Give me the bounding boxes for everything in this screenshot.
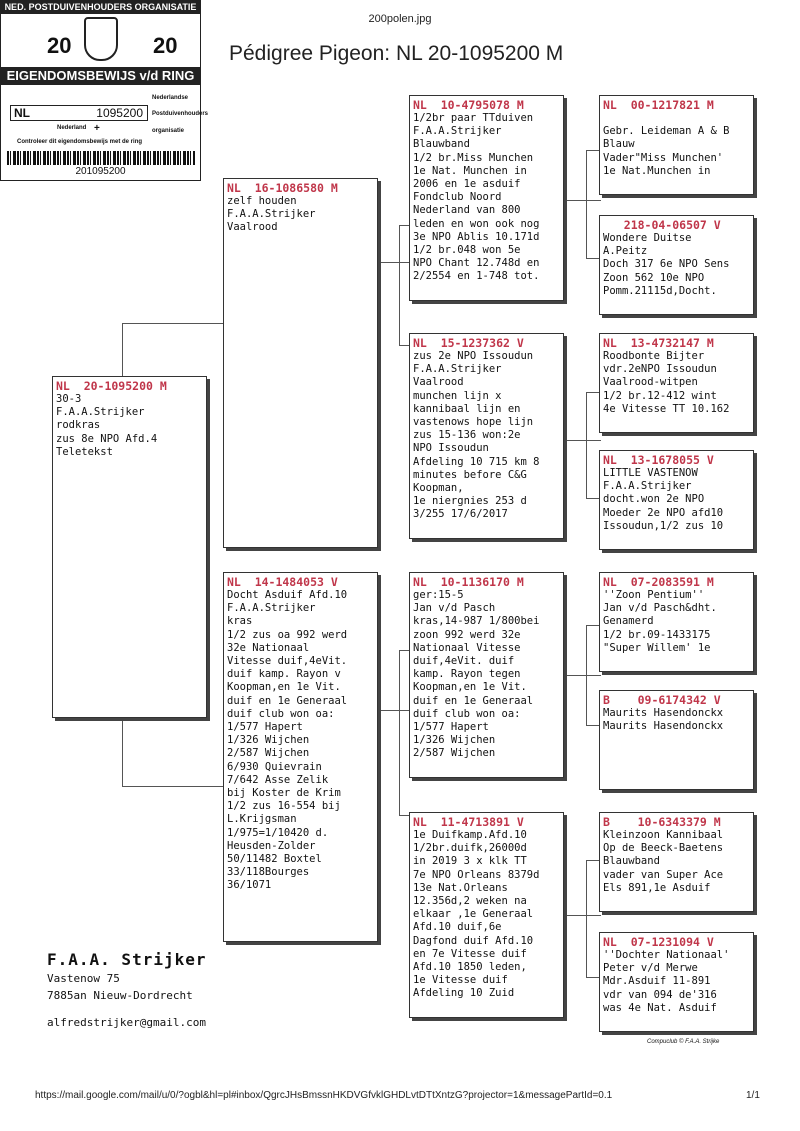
pigeon-info-line: duif club won oa: [227, 707, 335, 720]
pigeon-info-line: 4e Vitesse TT 10.162 [603, 402, 730, 415]
pigeon-info-line: 1e niergnies 253 d [413, 495, 527, 508]
pigeon-info-line: 1/2 br.12-412 wint [603, 389, 717, 402]
ring-number: NL 07-1231094 V [603, 935, 714, 949]
ring-number: NL 14-1484053 V [227, 575, 338, 589]
pigeon-info-line: Blauw [603, 138, 635, 151]
pigeon-info-line: F.A.A.Strijker [603, 480, 692, 493]
pigeon-info-line: Vaalrood [413, 376, 464, 389]
pedigree-box-sire [223, 178, 378, 548]
pigeon-info-line: Koopman,en 1e Vit. [227, 681, 341, 694]
certificate-org: NED. POSTDUIVENHOUDERS ORGANISATIE [1, 1, 200, 14]
pedigree-box-dam [223, 572, 378, 942]
pedigree-box-sire-sire [409, 95, 564, 301]
pigeon-info-line: 2006 en 1e asduif [413, 178, 521, 191]
pigeon-info-line: minutes before C&G [413, 468, 527, 481]
pigeon-info-line: zoon 992 werd 32e [413, 628, 521, 641]
pigeon-info-line: duif en 1e Generaal [413, 694, 534, 707]
pigeon-info-line: ger:15-5 [413, 589, 464, 601]
page-number: 1/1 [746, 1090, 760, 1101]
file-name: 200polen.jpg [368, 13, 432, 25]
pigeon-info-line: 12.356d,2 weken na [413, 895, 527, 908]
ring-number: NL 13-4732147 M [603, 336, 714, 350]
pigeon-info-line: NPO Chant 12.748d en [413, 257, 540, 270]
pigeon-info-line: 1e Nat. Munchen in [413, 164, 527, 177]
pigeon-info-line: 32e Nationaal [227, 641, 310, 654]
pigeon-info-line: Afdeling 10 Zuid [413, 987, 515, 1000]
pigeon-info-line: Op de Beeck-Baetens [603, 842, 724, 855]
certificate-country-name: Nederland [57, 125, 87, 131]
pigeon-info-line: 1/2 zus oa 992 werd [227, 628, 348, 641]
certificate-ring-number: 1095200 [96, 106, 143, 120]
pigeon-info-line: Wondere Duitse [603, 232, 692, 244]
pigeon-info-line: Teletekst [56, 445, 113, 458]
pigeon-info-line: Kleinzoon Kannibaal [603, 829, 724, 841]
footer-url: https://mail.google.com/mail/u/0/?ogbl&hl=pl#inbox/QgrcJHsBmssnHKDVGfvklGHDLvtDTtXntzG?projector=1&messagePartId=0.1 [35, 1090, 613, 1101]
pigeon-info-line: vader van Super Ace [603, 868, 724, 881]
pigeon-info-line: 1/577 Hapert [227, 721, 303, 734]
pigeon-info-line: F.A.A.Strijker [227, 602, 316, 615]
pedigree-box-sire-dam [409, 333, 564, 539]
pigeon-info-line: Nederland van 800 [413, 204, 521, 217]
breeder-street: Vastenow 75 [47, 972, 120, 985]
ring-number: B 09-6174342 V [603, 693, 721, 707]
pigeon-info-line: 3/255 17/6/2017 [413, 508, 508, 521]
pigeon-info-line: 36/1071 [227, 879, 272, 892]
barcode [7, 151, 195, 165]
pedigree-box-ggen-2 [599, 215, 754, 315]
pigeon-info-line: ''Dochter Nationaal' [603, 949, 730, 961]
ring-number: NL 16-1086580 M [227, 181, 338, 195]
pedigree-box-ggen-4 [599, 450, 754, 550]
pigeon-info-line: 1/326 Wijchen [227, 734, 310, 747]
pigeon-info-line: Gebr. Leideman A & B [603, 125, 730, 138]
pigeon-info-line: zus 15-136 won:2e [413, 429, 521, 442]
ring-number: NL 00-1217821 M [603, 98, 714, 112]
pigeon-info-line: Doch 317 6e NPO Sens [603, 258, 730, 271]
pigeon-info-line: Vader"Miss Munchen' [603, 151, 724, 164]
pigeon-info-line: docht.won 2e NPO [603, 493, 705, 506]
pigeon-info-line: 3e NPO Ablis 10.171d [413, 230, 540, 243]
pigeon-info-line: 7/642 Asse Zelik [227, 773, 329, 786]
pigeon-info-line: 1/2 br.09-1433175 [603, 628, 711, 641]
pigeon-info-line: Issoudun,1/2 zus 10 [603, 519, 724, 532]
pigeon-info-line: 1/2 br.Miss Munchen [413, 151, 534, 164]
pigeon-info-line: 1e Vitesse duif [413, 974, 508, 987]
pigeon-info-line: zus 2e NPO Issoudun [413, 350, 534, 362]
pigeon-info-line: munchen lijn x [413, 389, 502, 402]
pigeon-info-line: Zoon 562 10e NPO [603, 271, 705, 284]
pigeon-info-line: Pomm.21115d,Docht. [603, 284, 717, 297]
pedigree-box-ggen-1 [599, 95, 754, 195]
pigeon-info-line: was 4e Nat. Asduif [603, 1001, 717, 1014]
pedigree-box-subject [52, 376, 207, 718]
breeder-email: alfredstrijker@gmail.com [47, 1016, 206, 1029]
pigeon-info-line: Jan v/d Pasch [413, 602, 496, 615]
pigeon-info-line: 1/2 br.048 won 5e [413, 244, 521, 257]
pigeon-info-line: 2/2554 en 1-748 tot. [413, 270, 540, 283]
pigeon-info-line: Nationaal Vitesse [413, 641, 521, 654]
pigeon-info-line: Maurits Hasendonckx [603, 720, 724, 733]
pigeon-info-line: F.A.A.Strijker [56, 406, 145, 419]
pigeon-info-line: F.A.A.Strijker [413, 125, 502, 138]
pigeon-info-line: kras [227, 615, 253, 628]
ring-number: NL 20-1095200 M [56, 379, 167, 393]
pigeon-info-line: 13e Nat.Orleans [413, 881, 508, 894]
plus-icon: + [94, 123, 100, 134]
pigeon-info-line: vastenows hope lijn [413, 416, 534, 429]
pigeon-info-line: Afd.10 duif,6e [413, 921, 502, 934]
pigeon-info-line: Blauwband [603, 855, 660, 868]
pigeon-info-line: Heusden-Zolder [227, 839, 316, 852]
pigeon-info-line: "Super Willem' 1e [603, 641, 711, 654]
pigeon-info-line: Moeder 2e NPO afd10 [603, 506, 724, 519]
ring-number: 218-04-06507 V [603, 218, 721, 232]
certificate-ring-box [10, 105, 148, 121]
pedigree-box-ggen-3 [599, 333, 754, 433]
certificate-check-text: Controleer dit eigendomsbewijs met de ring [17, 139, 143, 145]
pigeon-info-line: Fondclub Noord [413, 191, 502, 204]
pigeon-info-line: 1/2br paar TTduiven [413, 112, 534, 124]
pigeon-info-line: Els 891,1e Asduif [603, 881, 711, 894]
pigeon-info-line: duif kamp. Rayon v [227, 668, 341, 681]
pigeon-info-line: kannibaal lijn en [413, 402, 521, 415]
ring-number: NL 07-2083591 M [603, 575, 714, 589]
pigeon-info-line: duif,4eVit. duif [413, 655, 515, 668]
pigeon-info-line: NPO Issoudun [413, 442, 489, 455]
pigeon-info-line: Docht Asduif Afd.10 [227, 589, 348, 601]
pigeon-info-line: 1/2br.duifk,26000d [413, 842, 527, 855]
certificate-org-line-3: organisatie [152, 128, 185, 134]
pigeon-info-line: Vaalrood-witpen [603, 376, 698, 389]
pigeon-info-line: Koopman,en 1e Vit. [413, 681, 527, 694]
pigeon-info-line: 2/587 Wijchen [413, 747, 496, 760]
pigeon-info-line: elkaar ,1e Generaal [413, 908, 534, 921]
pigeon-info-line: Genamerd [603, 615, 654, 628]
pigeon-info-line: 2/587 Wijchen [227, 747, 310, 760]
certificate-year-left: 20 [47, 33, 72, 58]
pigeon-info-line: Koopman, [413, 482, 464, 495]
ownership-certificate [0, 0, 209, 181]
pigeon-info-line: LITTLE VASTENOW [603, 467, 698, 479]
pigeon-info-line: 1/577 Hapert [413, 721, 489, 734]
pigeon-info-line: F.A.A.Strijker [227, 208, 316, 221]
pigeon-info-line: 33/118Bourges [227, 866, 310, 879]
pigeon-info-line: zelf houden [227, 195, 297, 207]
pedigree-box-dam-dam [409, 812, 564, 1018]
shield-logo-icon [84, 17, 118, 61]
pigeon-info-line: in 2019 3 x klk TT [413, 855, 527, 868]
pedigree-box-ggen-6 [599, 690, 754, 790]
certificate-org-line-1: Nederlandse [152, 95, 189, 101]
pigeon-info-line: rodkras [56, 419, 101, 432]
certificate-org-line-2: Postduivenhouders [152, 111, 209, 117]
ring-number: NL 15-1237362 V [413, 336, 524, 350]
pigeon-info-line: bij Koster de Krim [227, 787, 341, 800]
pigeon-info-line: 50/11482 Boxtel [227, 853, 322, 866]
pigeon-info-line: 1e Nat.Munchen in [603, 164, 711, 177]
pigeon-info-line: Afd.10 1850 leden, [413, 961, 527, 974]
pigeon-info-line: Blauwband [413, 138, 470, 151]
pigeon-info-line: A.Peitz [603, 245, 648, 258]
pigeon-info-line: 1/975=1/10420 d. [227, 826, 329, 839]
pigeon-info-line: Dagfond duif Afd.10 [413, 934, 534, 947]
ring-number: NL 13-1678055 V [603, 453, 714, 467]
pigeon-info-line: Peter v/d Merwe [603, 962, 698, 975]
pigeon-info-line: F.A.A.Strijker [413, 363, 502, 376]
pigeon-info-line: Vitesse duif,4eVit. [227, 655, 348, 668]
pigeon-info-line: 1/326 Wijchen [413, 734, 496, 747]
barcode-number: 201095200 [75, 166, 126, 177]
pigeon-info-line: duif en 1e Generaal [227, 694, 348, 707]
certificate-country-code: NL [14, 106, 30, 120]
ring-number: NL 10-4795078 M [413, 98, 524, 112]
pigeon-info-line: Maurits Hasendonckx [603, 707, 724, 719]
breeder-city: 7885an Nieuw-Dordrecht [47, 989, 193, 1002]
ring-number: B 10-6343379 M [603, 815, 721, 829]
pigeon-info-line: vdr.2eNPO Issoudun [603, 363, 717, 376]
pigeon-info-line: ''Zoon Pentium'' [603, 589, 705, 601]
pigeon-info-line: 1e Duifkamp.Afd.10 [413, 829, 527, 841]
software-credit: Compuclub © F.A.A. Strijke [647, 1039, 720, 1045]
pigeon-info-line: L.Krijgsman [227, 813, 297, 826]
pigeon-info-line: vdr van 094 de'316 [603, 988, 717, 1001]
pigeon-info-line: duif club won oa: [413, 707, 521, 720]
pedigree-box-ggen-8 [599, 932, 754, 1032]
pigeon-info-line [603, 112, 750, 125]
pigeon-info-line: en 7e Vitesse duif [413, 947, 527, 960]
pedigree-box-ggen-5 [599, 572, 754, 672]
pigeon-info-line: 6/930 Quievrain [227, 760, 322, 773]
pigeon-info-line: Roodbonte Bijter [603, 350, 705, 362]
pigeon-info-line: zus 8e NPO Afd.4 [56, 432, 158, 445]
certificate-band: EIGENDOMSBEWIJS v/d RING [1, 67, 200, 85]
pigeon-info-line: Afdeling 10 715 km 8 [413, 455, 540, 468]
pigeon-info-line: Vaalrood [227, 221, 278, 234]
ring-number: NL 10-1136170 M [413, 575, 524, 589]
pedigree-box-ggen-7 [599, 812, 754, 912]
breeder-name: F.A.A. Strijker [47, 950, 207, 969]
pigeon-info-line: leden en won ook nog [413, 217, 540, 230]
page-title: Pédigree Pigeon: NL 20-1095200 M [229, 42, 564, 65]
pigeon-info-line: Mdr.Asduif 11-891 [603, 975, 711, 988]
pigeon-info-line: 30-3 [56, 393, 82, 405]
pigeon-info-line: kamp. Rayon tegen [413, 668, 521, 681]
pedigree-box-dam-sire [409, 572, 564, 778]
pigeon-info-line: Jan v/d Pasch&dht. [603, 602, 717, 615]
ring-number: NL 11-4713891 V [413, 815, 524, 829]
pigeon-info-line: 7e NPO Orleans 8379d [413, 868, 540, 881]
pigeon-info-line: 1/2 zus 16-554 bij [227, 800, 341, 813]
pigeon-info-line: kras,14-987 1/800bei [413, 615, 540, 628]
certificate-year-right: 20 [153, 33, 178, 58]
